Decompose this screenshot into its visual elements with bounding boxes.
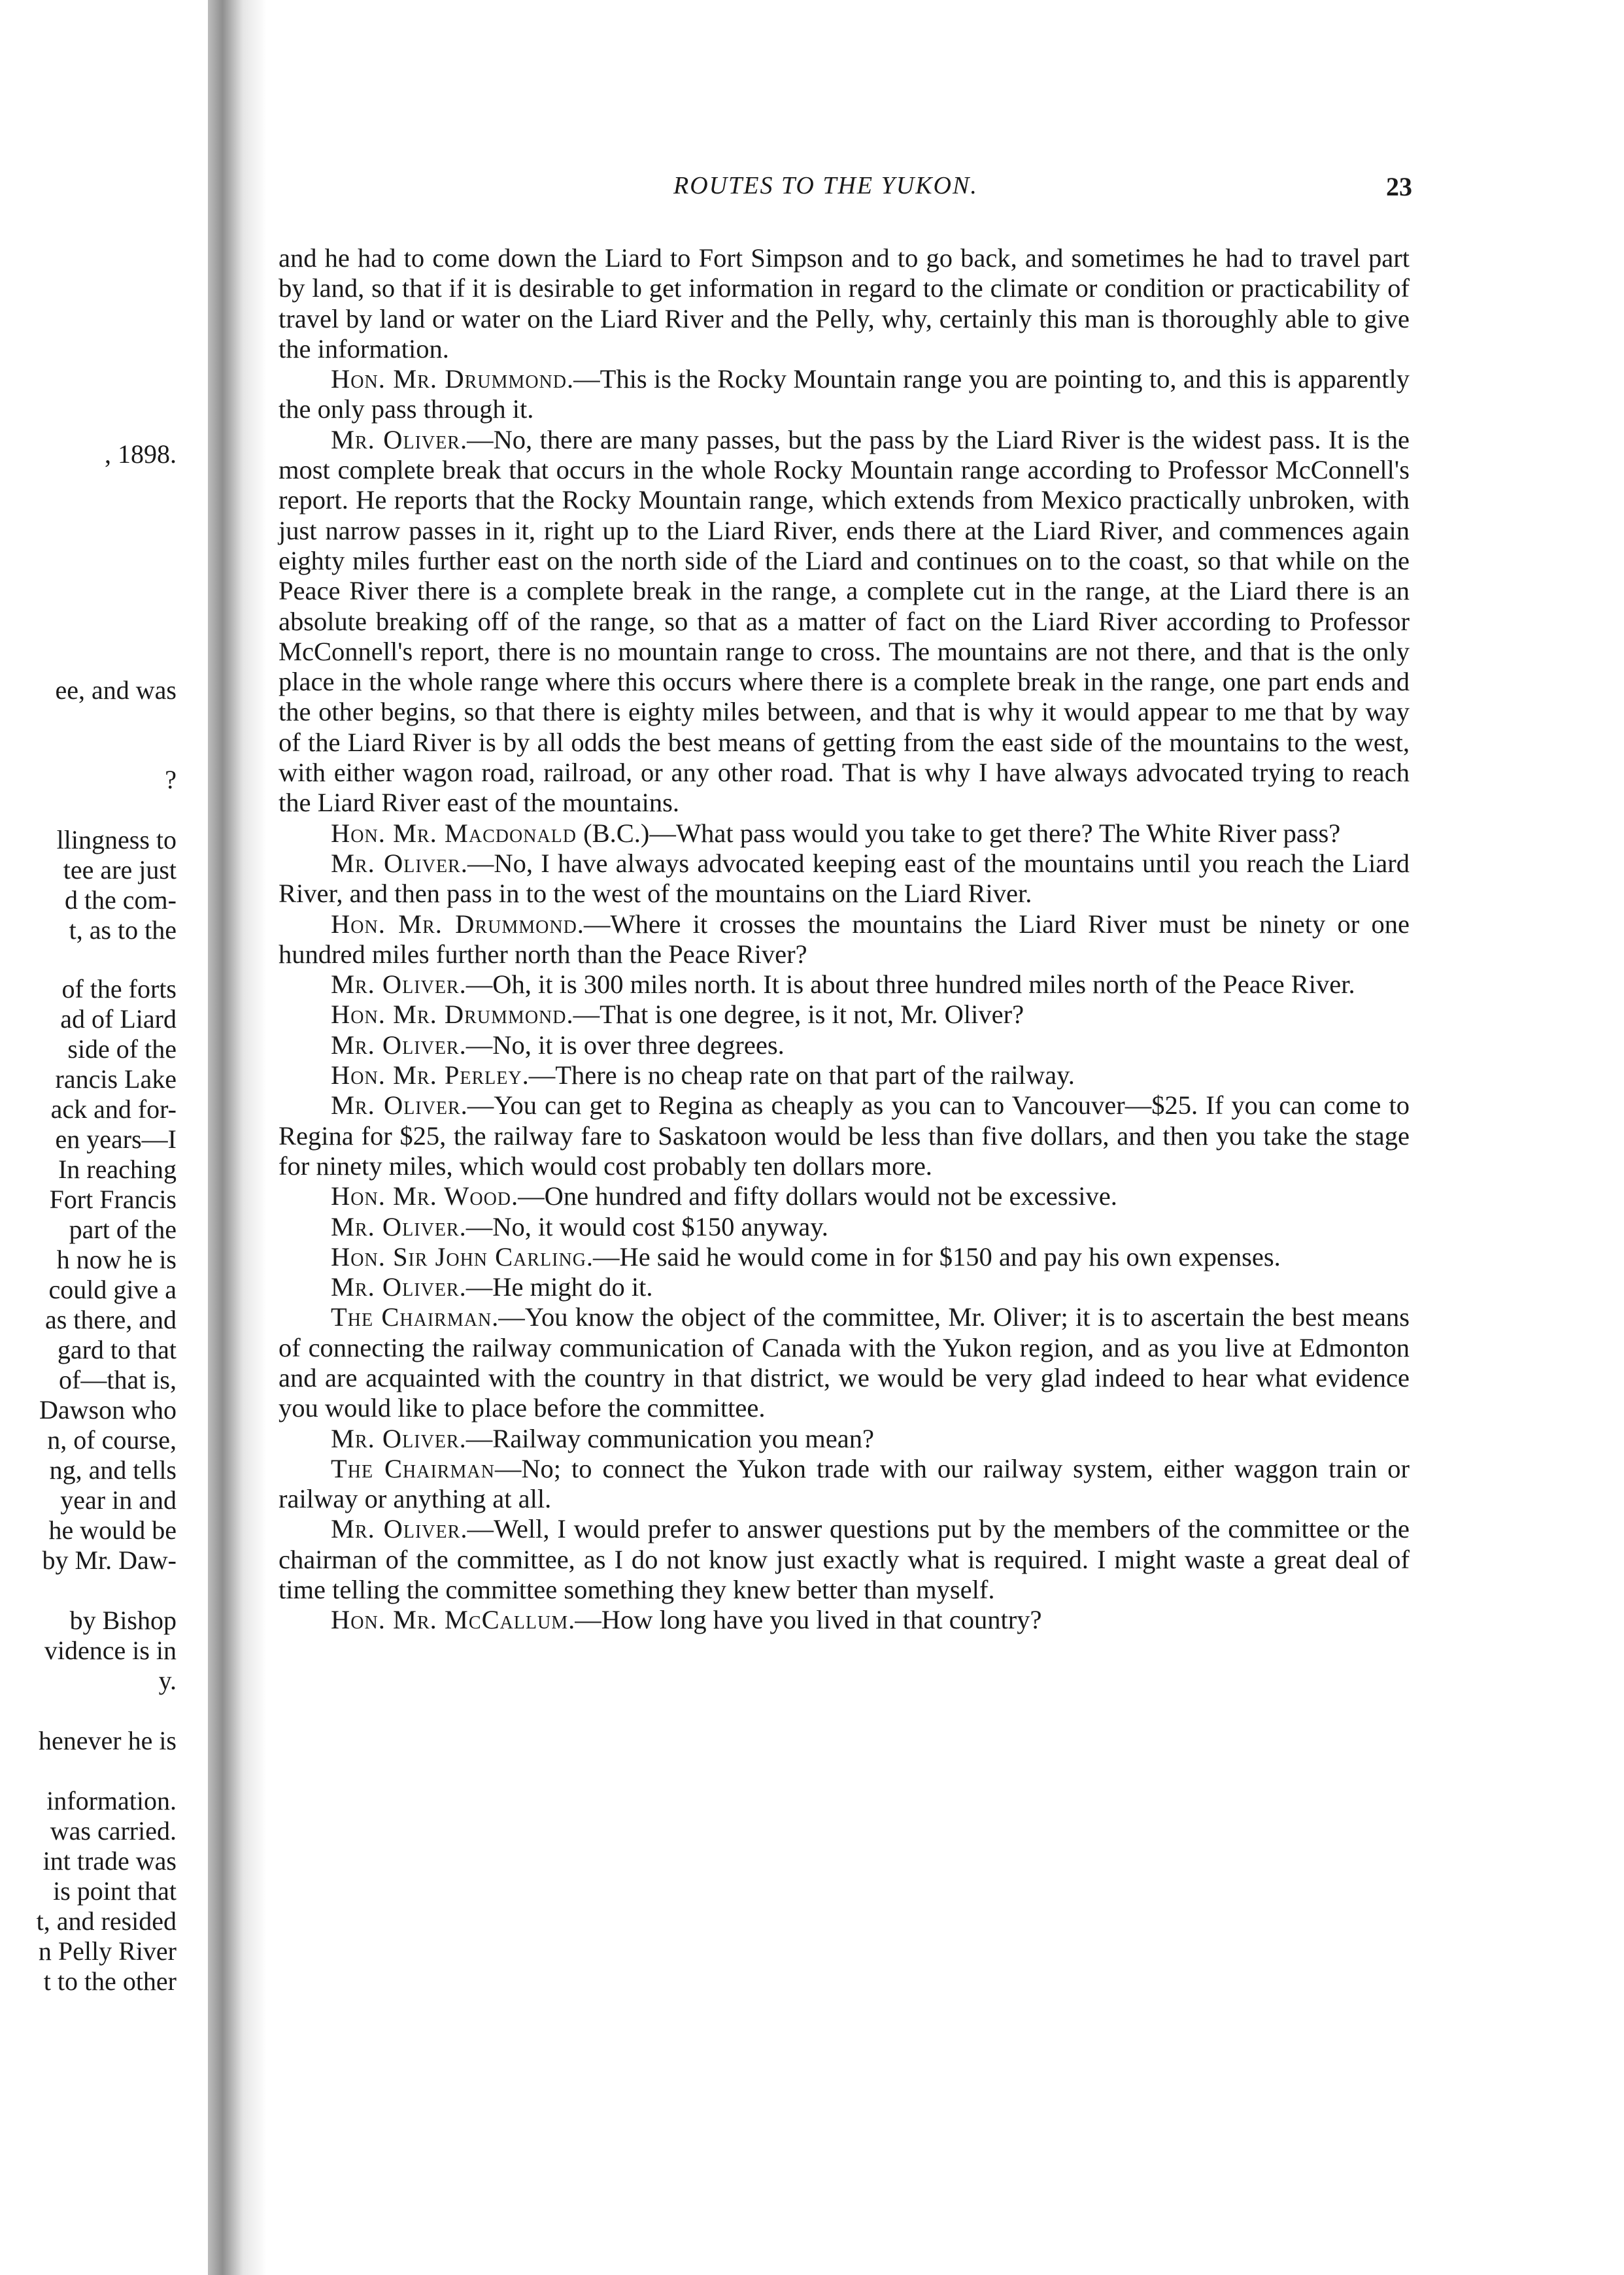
facing-page-fragment: of—that is, <box>59 1365 177 1394</box>
facing-page-fragment: Fort Francis <box>49 1185 177 1214</box>
speaker-name: The Chairman <box>331 1453 495 1483</box>
speech-text: .—This is the Rocky Mountain range you are pointing to, and this is apparently the only pass through it. <box>279 364 1410 424</box>
testimony-paragraph <box>279 1181 1410 1211</box>
facing-page-fragment: , 1898. <box>105 439 177 469</box>
speech-text: —No; to connect the Yukon trade with our railway system, either waggon train or railway or anything at all. <box>279 1453 1410 1514</box>
testimony-paragraph <box>279 1302 1410 1423</box>
running-title: ROUTES TO THE YUKON. <box>673 172 978 199</box>
testimony-paragraph <box>279 243 1410 364</box>
speech-text: .—Where it crosses the mountains the Liard River must be ninety or one hundred miles further north than the Peace River? <box>279 909 1410 969</box>
facing-page-fragment: is point that <box>53 1876 177 1906</box>
testimony-paragraph <box>279 818 1410 849</box>
speaker-name: Hon. Mr. Drummond <box>331 364 567 394</box>
speaker-name: Hon. Mr. Drummond <box>331 909 577 939</box>
facing-page-fragment: as there, and <box>44 1305 177 1334</box>
page-number: 23 <box>1386 172 1412 201</box>
speaker-name: Mr. Oliver <box>331 848 461 878</box>
facing-page-fragment: ack and for- <box>50 1094 177 1124</box>
facing-page-fragment: ng, and tells <box>49 1455 177 1485</box>
speaker-name: Hon. Mr. Wood <box>331 1181 512 1211</box>
facing-page-fragment: he would be <box>48 1515 177 1545</box>
facing-page-fragment: d the com- <box>64 885 177 915</box>
facing-page-fragment: year in and <box>60 1485 177 1515</box>
speaker-name: Mr. Oliver <box>331 1030 460 1060</box>
facing-page-fragment: en years—I <box>55 1124 177 1154</box>
facing-page-fragment: side of the <box>67 1034 177 1064</box>
facing-page-fragment: part of the <box>69 1215 177 1244</box>
testimony-paragraph <box>279 1212 1410 1242</box>
speech-text: .—You can get to Regina as cheaply as you can to Vancouver—$25. If you can come to Regina for $25, the railway fare to Saskatoon would be less than five dollars, and then you take the stage for ninety miles, which would cost probably ten dollars more. <box>279 1090 1410 1181</box>
testimony-paragraph <box>279 1514 1410 1605</box>
testimony-paragraph <box>279 1272 1410 1302</box>
speaker-name: Mr. Oliver <box>331 1090 461 1121</box>
facing-page-fragment: information. <box>46 1786 177 1815</box>
testimony-paragraph <box>279 364 1410 425</box>
speaker-name: Mr. Oliver <box>331 969 460 1000</box>
testimony-paragraph <box>279 1454 1410 1515</box>
facing-page-fragment: of the forts <box>61 974 177 1003</box>
page-header <box>288 171 1412 211</box>
speech-text: .—Railway communication you mean? <box>459 1423 874 1453</box>
testimony-paragraph <box>279 1060 1410 1090</box>
testimony-paragraph <box>279 425 1410 818</box>
facing-page-fragment: could give a <box>48 1275 177 1304</box>
testimony-paragraph <box>279 1242 1410 1272</box>
facing-page-fragment: ad of Liard <box>60 1004 177 1034</box>
facing-page-fragment: t to the other <box>43 1966 177 1996</box>
speech-text: .—No, I have always advocated keeping east of the mountains until you reach the Liard River, and then pass in to the west of the mountains on the Liard River. <box>279 848 1410 909</box>
testimony-paragraph <box>279 1030 1410 1060</box>
testimony-paragraph <box>279 1424 1410 1454</box>
speech-text: .—That is one degree, is it not, Mr. Oliver? <box>566 1000 1024 1030</box>
facing-page-fragment: y. <box>158 1666 177 1695</box>
facing-page-fragment: was carried. <box>50 1816 177 1845</box>
facing-page-fragment: n, of course, <box>47 1425 177 1455</box>
testimony-paragraph <box>279 909 1410 970</box>
speaker-name: Mr. Oliver <box>331 1211 460 1241</box>
facing-page-fragment: Dawson who <box>39 1395 177 1424</box>
facing-page-fragment: by Bishop <box>69 1606 177 1635</box>
speech-text: .—There is no cheap rate on that part of the railway. <box>522 1060 1075 1090</box>
speaker-name: Hon. Mr. Drummond <box>331 1000 567 1030</box>
speaker-name: Hon. Mr. Perley <box>331 1060 522 1090</box>
speech-text: .—You know the object of the committee, Mr. Oliver; it is to ascertain the best means of connecting the railway communication of Canada with the Yukon region, and as you live at Edmonton and are acquainted with the country in that district, we would be very glad indeed to hear what evidence you would like to place before the committee. <box>279 1302 1410 1423</box>
testimony-paragraph <box>279 849 1410 909</box>
facing-page-fragment: int trade was <box>42 1846 177 1876</box>
speech-text: .—Oh, it is 300 miles north. It is about three hundred miles north of the Peace River. <box>459 969 1355 1000</box>
facing-page-fragment: tee are just <box>63 855 177 885</box>
facing-page-fragment: llingness to <box>56 825 177 854</box>
speech-text: .—He might do it. <box>459 1272 653 1302</box>
facing-page-fragment: ? <box>165 765 177 794</box>
speech-text: .—One hundred and fifty dollars would not be excessive. <box>511 1181 1117 1211</box>
facing-page-fragment: n Pelly River <box>38 1936 177 1966</box>
facing-page-fragment: t, and resided <box>36 1906 177 1936</box>
speech-text: .—He said he would come in for $150 and pay his own expenses. <box>586 1241 1281 1272</box>
facing-page-fragment: t, as to the <box>69 915 177 945</box>
facing-page-fragment: henever he is <box>38 1726 177 1755</box>
speech-text: and he had to come down the Liard to Fort Simpson and to go back, and sometimes he had to travel part by land, so that if it is desirable to get information in regard to the climate or condition or practicability of travel by land or water on the Liard River and the Pelly, why, certainly this man is thoroughly able to give the information. <box>279 243 1410 363</box>
facing-page-fragment: by Mr. Daw- <box>42 1545 177 1575</box>
speech-text: .—Well, I would prefer to answer questions put by the members of the committee or the chairman of the committee, as I do not know just exactly what is required. I might waste a great deal of time telling the committee something they knew better than myself. <box>279 1514 1410 1605</box>
facing-page-fragment: ee, and was <box>55 675 177 705</box>
speaker-name: Hon. Mr. Macdonald <box>331 818 577 848</box>
facing-page-fragment: gard to that <box>57 1335 177 1364</box>
facing-page-fragment: vidence is in <box>44 1636 177 1665</box>
testimony-paragraph <box>279 1000 1410 1030</box>
speech-text: .—No, it is over three degrees. <box>459 1030 785 1060</box>
speech-text: (B.C.)—What pass would you take to get there? The White River pass? <box>577 818 1341 848</box>
speech-text: .—No, it would cost $150 anyway. <box>459 1211 828 1241</box>
facing-page-fragment: In reaching <box>58 1154 177 1184</box>
speaker-name: Mr. Oliver <box>331 1423 460 1453</box>
speaker-name: Mr. Oliver <box>331 1514 461 1544</box>
speech-text: .—No, there are many passes, but the pass by the Liard River is the widest pass. It is the most complete break that occurs in the whole Rocky Mountain range according to Professor McConnell's report. He reports that the Rocky Mountain range, which extends from Mexico practically unbroken, with just narrow passes in it, right up to the Liard River, ends there at the Liard River, and commences again eighty miles further east on the north side of the Liard and continues on to the coast, so that while on the Peace River there is a complete break in the range, a complete cut in the range, at the Liard there is an absolute breaking off of the range, so that as a matter of fact on the Liard River according to Professor McConnell's report, there is no mountain range to cross. The mountains are not there, and that is the only place in the whole range where this occurs where there is a complete break in the range, one part ends and the other begins, so that there is eighty miles between, and that is why it would appear to me that by way of the Liard River is by all odds the best means of getting from the east side of the mountains to the west, with either wagon road, railroad, or any other road. That is why I have always advocated trying to reach the Liard River east of the mountains. <box>279 424 1410 818</box>
facing-page-fragment: rancis Lake <box>55 1064 177 1094</box>
speaker-name: Hon. Mr. McCallum <box>331 1605 569 1635</box>
facing-page-fragments <box>0 0 196 2275</box>
speaker-name: Mr. Oliver <box>331 1272 460 1302</box>
speaker-name: Hon. Sir John Carling <box>331 1241 586 1272</box>
page-gutter-shadow <box>208 0 267 2275</box>
facing-page-fragment: h now he is <box>56 1245 177 1274</box>
speaker-name: Mr. Oliver <box>331 424 460 454</box>
speech-text: .—How long have you lived in that country? <box>568 1605 1042 1635</box>
testimony-paragraph <box>279 1605 1410 1635</box>
testimony-paragraph <box>279 1090 1410 1181</box>
testimony-text <box>279 243 1410 1636</box>
speaker-name: The Chairman <box>331 1302 492 1332</box>
testimony-paragraph <box>279 969 1410 1000</box>
